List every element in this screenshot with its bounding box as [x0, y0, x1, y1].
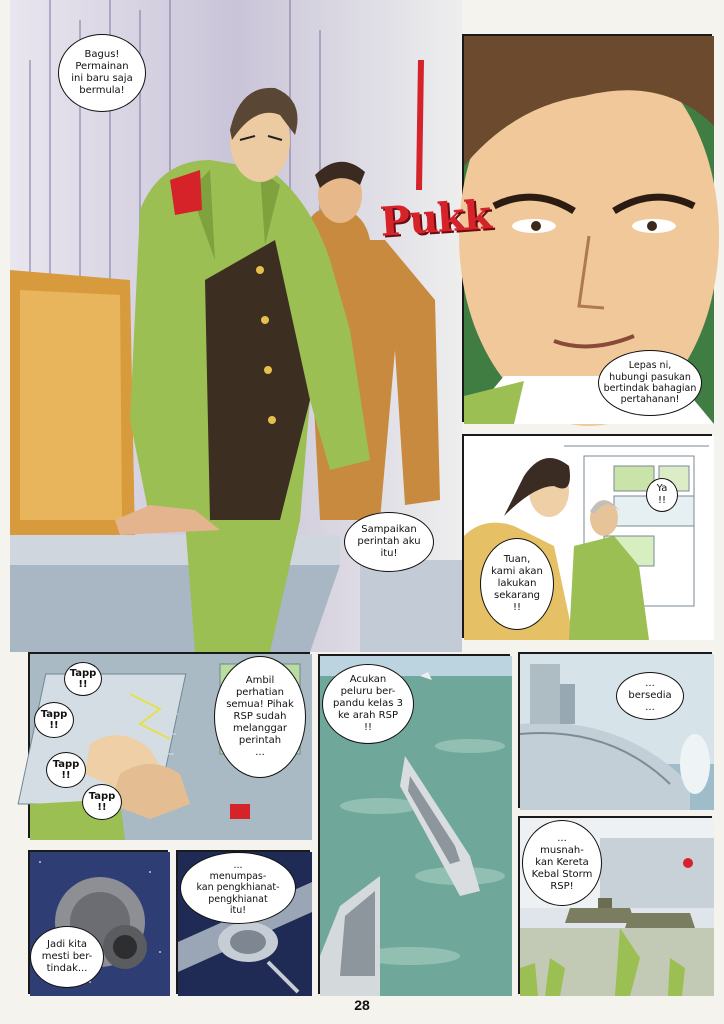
page-number: 28 — [354, 997, 370, 1013]
bubble-bersedia: ... bersedia ... — [616, 672, 684, 720]
bubble-lepas: Lepas ni, hubungi pasukan bertindak bahagian pertahanan! — [598, 350, 702, 416]
sfx-tapp-4: Tapp !! — [82, 784, 122, 820]
pukk-sound-effect: Pukk — [378, 191, 493, 246]
sfx-tapp-2: Tapp !! — [34, 702, 74, 738]
bubble-musnah: ... musnah- kan Kereta Kebal Storm RSP! — [522, 820, 602, 906]
bubble-tuan: Tuan, kami akan lakukan sekarang !! — [480, 538, 554, 630]
panel-submarine — [518, 652, 712, 808]
bubble-menumpas: ... menumpas- kan pengkhianat- pengkhianat itu! — [180, 852, 296, 924]
bubble-ambil: Ambil perhatian semua! Pihak RSP sudah melanggar perintah ... — [214, 656, 306, 778]
bubble-sampaikan: Sampaikan perintah aku itu! — [344, 512, 434, 572]
sfx-tapp-3: Tapp !! — [46, 752, 86, 788]
bubble-ya: Ya !! — [646, 478, 678, 512]
bubble-jadi: Jadi kita mesti ber- tindak... — [30, 926, 104, 988]
bubble-acukan: Acukan peluru ber- pandu kelas 3 ke arah RSP !! — [322, 664, 414, 744]
sfx-tapp-1: Tapp !! — [64, 662, 102, 696]
impact-streak-icon — [410, 60, 430, 190]
bubble-bagus: Bagus! Permainan ini baru saja bermula! — [58, 34, 146, 112]
submarine-artwork — [520, 654, 714, 810]
